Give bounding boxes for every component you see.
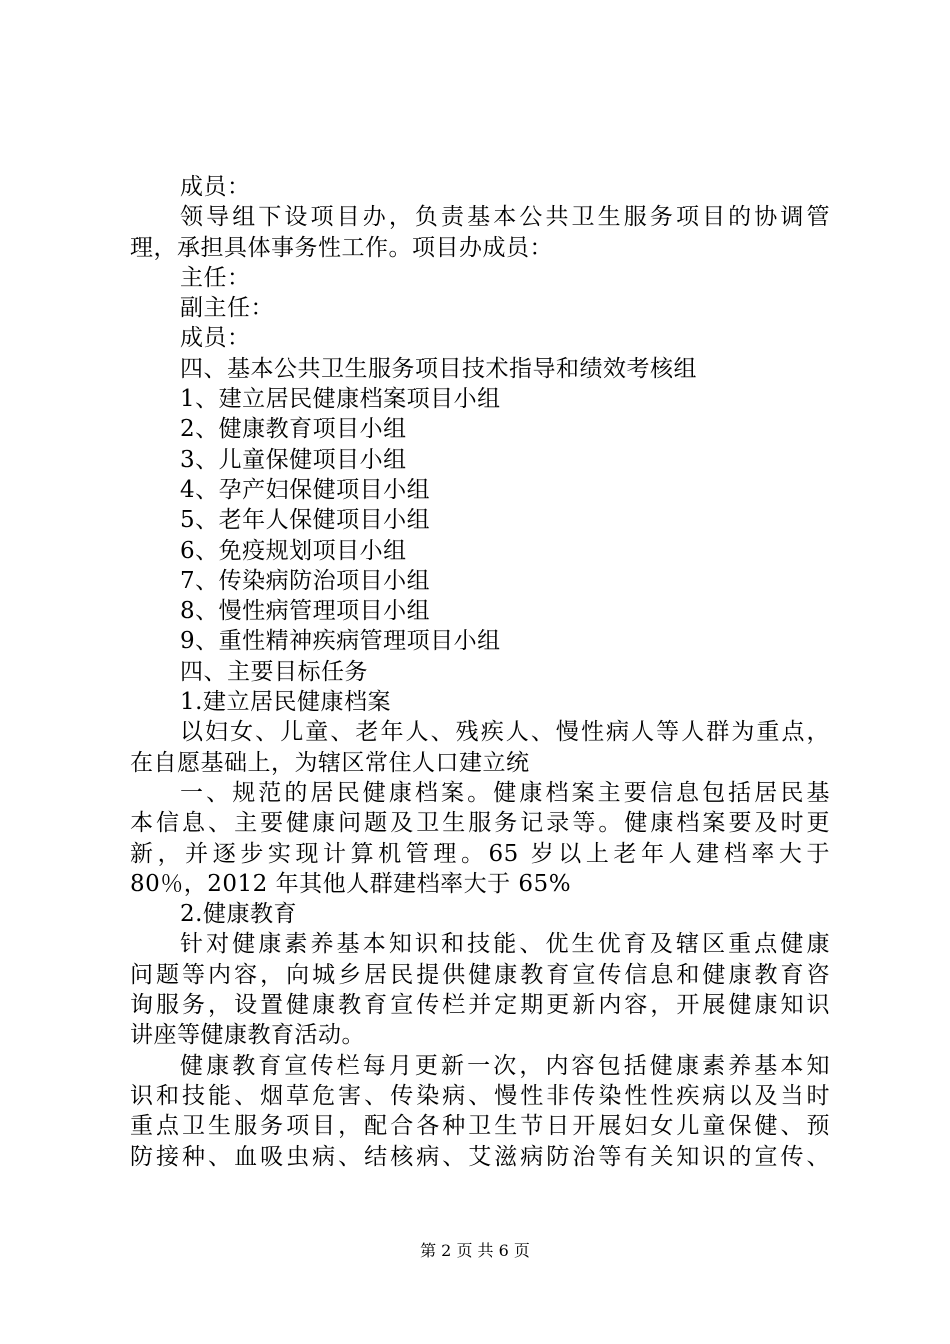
text-line: 1.建立居民健康档案	[180, 689, 391, 716]
text-line: 识和技能、烟草危害、传染病、慢性非传染性性疾病以及当时	[130, 1082, 830, 1109]
text-line: 成员：	[180, 174, 251, 200]
text-line: 四、基本公共卫生服务项目技术指导和绩效考核组	[180, 355, 697, 382]
text-line: 2.健康教育	[180, 901, 297, 928]
text-line: 新，并逐步实现计算机管理。65 岁以上老年人建档率大于	[130, 840, 830, 867]
text-line: 防接种、血吸虫病、结核病、艾滋病防治等有关知识的宣传、	[130, 1143, 830, 1170]
text-line: 8、慢性病管理项目小组	[180, 598, 431, 625]
text-line: 2、健康教育项目小组	[180, 416, 407, 443]
text-line: 讲座等健康教育活动。	[130, 1022, 365, 1049]
document-body	[130, 172, 830, 1172]
text-line: 1、建立居民健康档案项目小组	[180, 386, 501, 413]
text-line: 问题等内容，向城乡居民提供健康教育宣传信息和健康教育咨	[130, 961, 830, 988]
text-line: 80％，2012 年其他人群建档率大于 65%	[130, 870, 572, 897]
text-line: 成员：	[180, 325, 251, 352]
text-line: 一、规范的居民健康档案。健康档案主要信息包括居民基	[180, 779, 830, 806]
text-line: 重点卫生服务项目，配合各种卫生节日开展妇女儿童保健、预	[130, 1113, 830, 1140]
page-footer: 第 2 页 共 6 页	[420, 1241, 530, 1260]
text-line: 本信息、主要健康问题及卫生服务记录等。健康档案要及时更	[130, 810, 830, 837]
text-line: 主任：	[180, 264, 251, 291]
text-line: 9、重性精神疾病管理项目小组	[180, 628, 501, 655]
text-line: 四、主要目标任务	[180, 658, 368, 685]
text-line: 4、孕产妇保健项目小组	[180, 476, 431, 503]
text-line: 领导组下设项目办，负责基本公共卫生服务项目的协调管	[180, 204, 830, 231]
text-line: 以妇女、儿童、老年人、残疾人、慢性病人等人群为重点，	[180, 719, 830, 746]
text-line: 健康教育宣传栏每月更新一次，内容包括健康素养基本知	[180, 1052, 830, 1079]
text-line: 询服务，设置健康教育宣传栏并定期更新内容，开展健康知识	[130, 992, 830, 1019]
text-line: 针对健康素养基本知识和技能、优生优育及辖区重点健康	[180, 931, 830, 958]
text-line: 6、免疫规划项目小组	[180, 537, 407, 564]
text-line: 在自愿基础上，为辖区常住人口建立统	[130, 749, 530, 776]
text-line: 副主任：	[180, 295, 274, 322]
text-line: 3、儿童保健项目小组	[180, 446, 407, 473]
text-line: 7、传染病防治项目小组	[180, 567, 431, 594]
text-line: 5、老年人保健项目小组	[180, 507, 431, 534]
text-line: 理，承担具体事务性工作。项目办成员：	[130, 234, 553, 261]
